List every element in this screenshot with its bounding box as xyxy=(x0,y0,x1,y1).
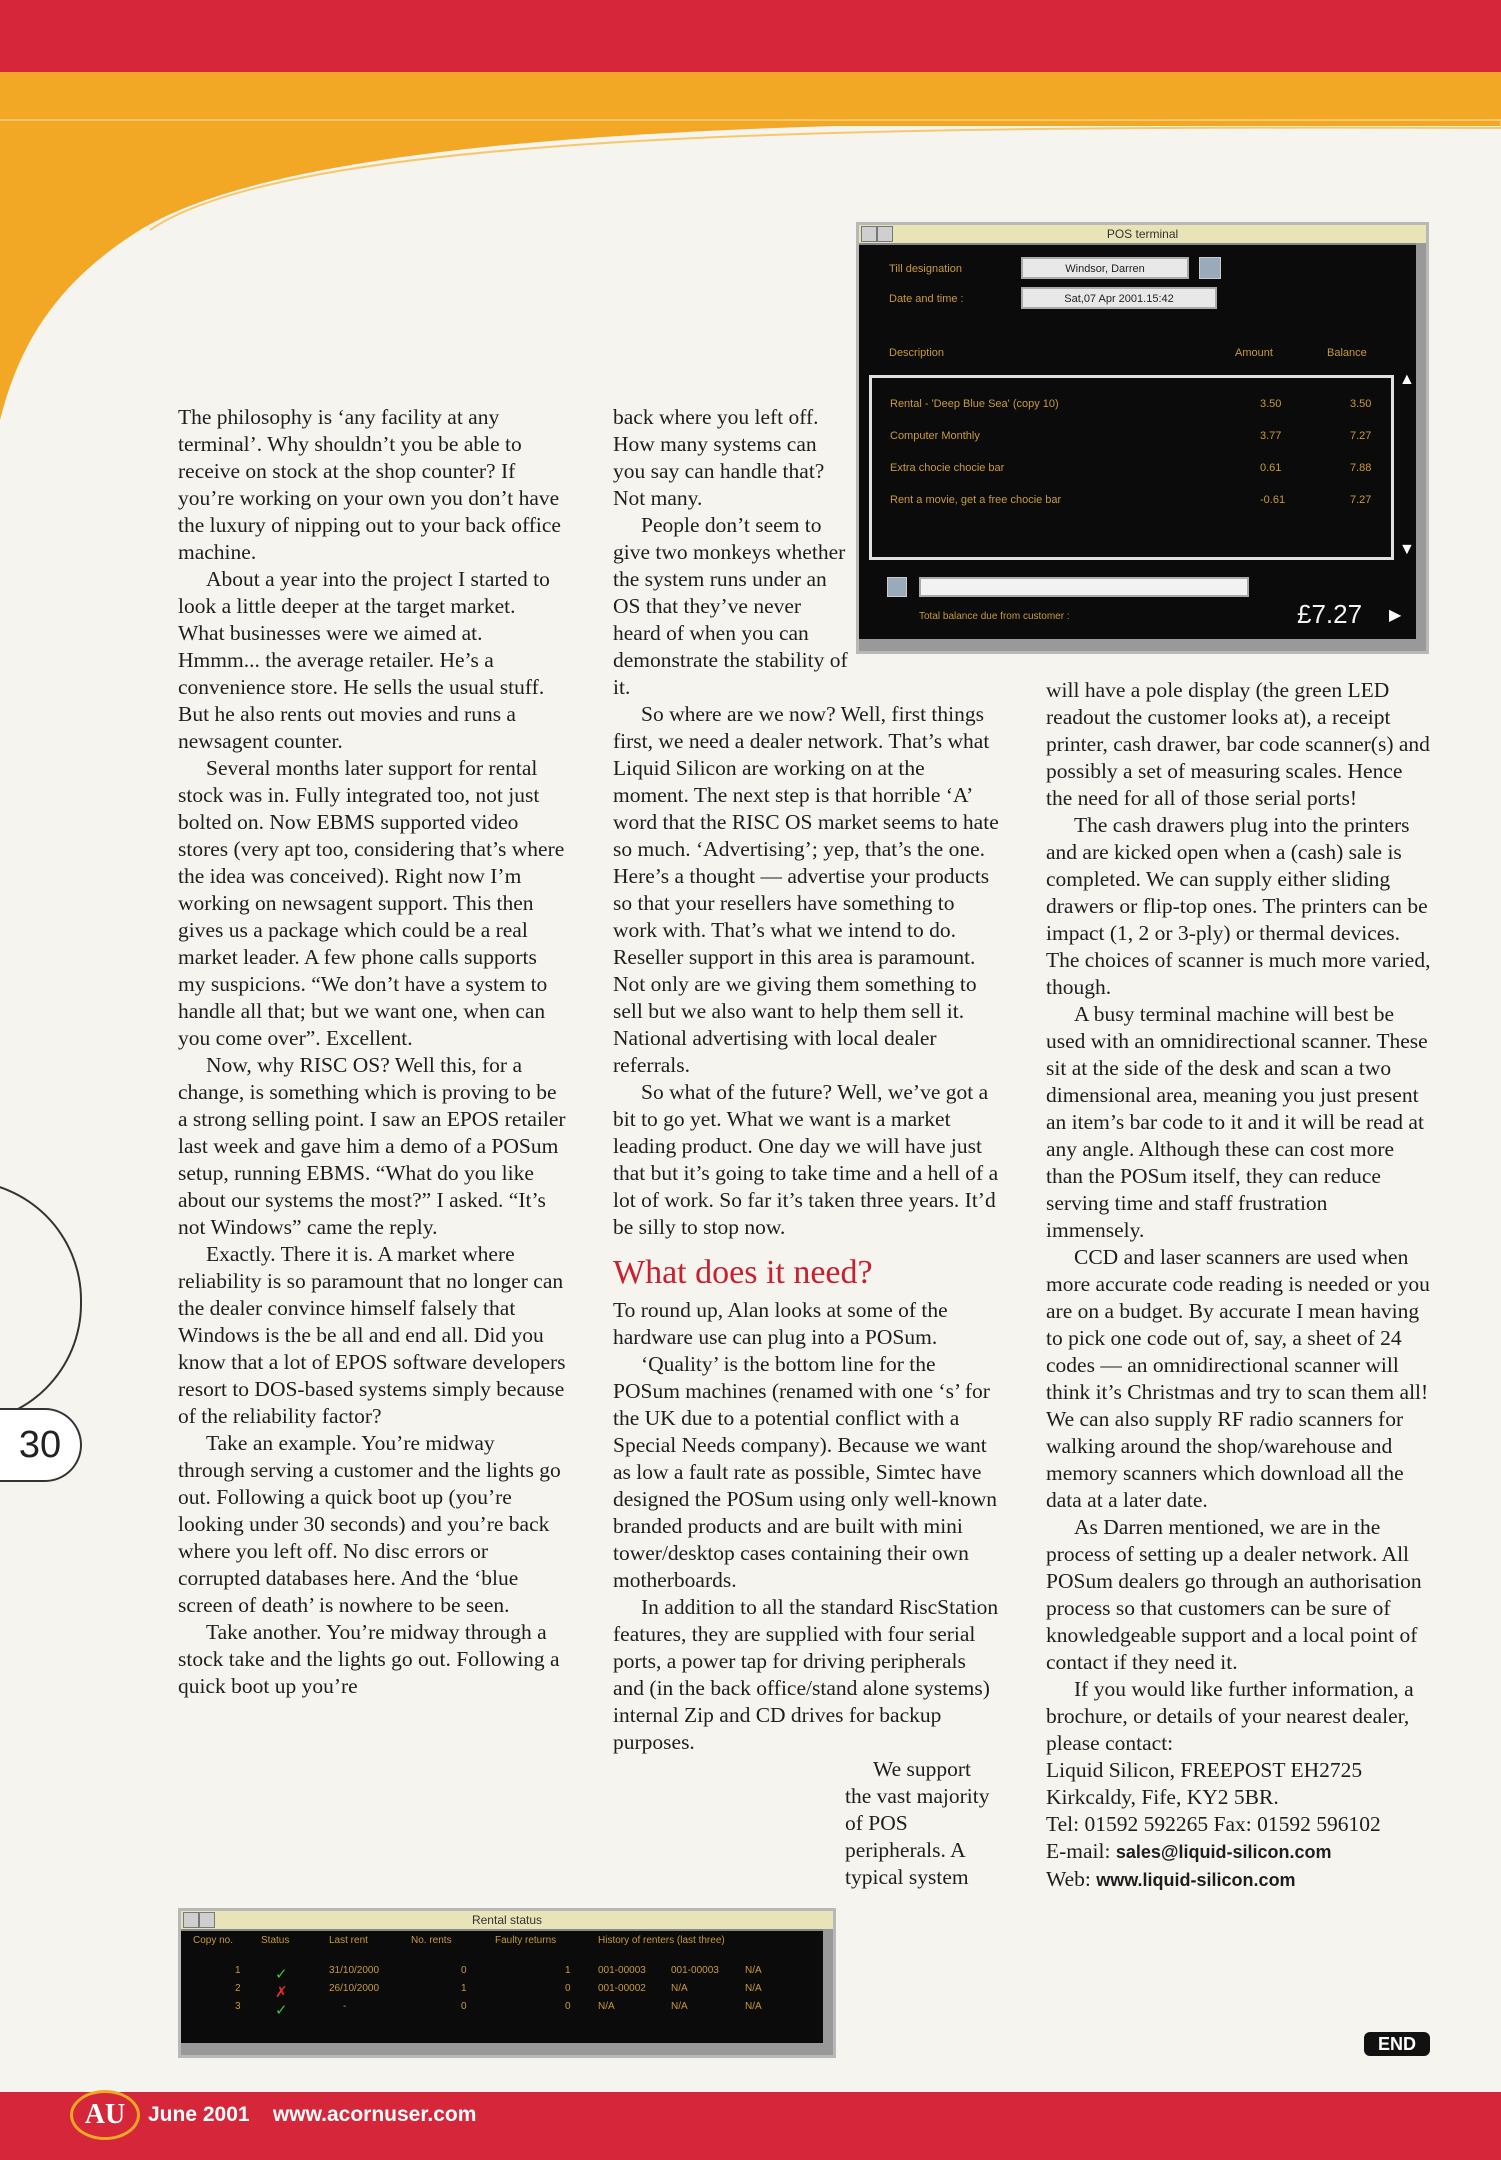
paragraph: will have a pole display (the green LED readout the customer looks at), a receipt printer, cash drawer, bar code scanner(s) and possibly a set of measuring scales. Hence the need for all of those serial ports! xyxy=(1046,678,1430,810)
date-label: Date and time : xyxy=(889,293,964,305)
paragraph: If you would like further information, a brochure, or details of your nearest dealer, please contact: xyxy=(1046,1677,1414,1755)
balance-header: Balance xyxy=(1327,347,1367,359)
acorn-user-logo: AU xyxy=(70,2090,140,2140)
page-number: 30 xyxy=(0,1408,82,1482)
contact-web-line xyxy=(1046,1866,1431,1894)
paragraph: A busy terminal machine will best be used with an omnidirectional scanner. These sit at the side of the desk and scan a two dimensional area, meaning you just present an item’s bar code to it and it will be read at any angle. Although these can cost more than the POSum itself, they can reduce serving time and staff frustration immensely. xyxy=(1046,1002,1428,1242)
paragraph: So where are we now? Well, first things first, we need a dealer network. That’s what Liquid Silicon are working on at the moment. The next step is that horrible ‘A’ word that the RISC OS market seems to hate so much. ‘Advertising’; yep, that’s the one. Here’s a thought — advertise your products so that your resellers have something to work with. That’s what we intend to do. Reseller support in this area is paramount. Not only are we giving them something to sell but we also want to help them sell it. National advertising with local dealer referrals. xyxy=(613,702,999,1077)
email-link[interactable]: sales@liquid-silicon.com xyxy=(1115,1842,1332,1862)
paragraph: CCD and laser scanners are used when more accurate code reading is needed or you are on a budget. By accurate I mean having to pick one code out of, say, a sheet of 24 codes — an omnidirectional scanner will think it’s Christmas and try to scan them all! We can also supply RF radio scanners for walking around the shop/warehouse and memory scanners which download all the data at a later date. xyxy=(1046,1245,1430,1512)
web-label: Web: xyxy=(1046,1867,1097,1891)
description-header: Description xyxy=(889,347,945,359)
transaction-list: Rental - 'Deep Blue Sea' (copy 10) 3.50 3.50 Computer Monthly 3.77 7.27 Extra chocie chocie bar 0.61 7.88 Rent a movie, get a free chocie bar -0.61 7.27 xyxy=(869,375,1394,560)
table-row: 2 ✗ 26/10/2000 1 0 001-00002 N/A N/A xyxy=(235,1983,762,2001)
footer-text xyxy=(148,2098,476,2132)
article-column-3 xyxy=(1046,677,1431,1894)
rental-window-title: Rental status xyxy=(471,1913,543,1927)
issue-date: June 2001 xyxy=(148,2103,250,2126)
contact-city: Kirkcaldy, Fife, KY2 5BR. xyxy=(1046,1785,1279,1809)
contact-phone: Tel: 01592 592265 Fax: 01592 596102 xyxy=(1046,1812,1381,1836)
contact-address: Liquid Silicon, FREEPOST EH2725 xyxy=(1046,1758,1363,1782)
footer-url[interactable]: www.acornuser.com xyxy=(272,2103,477,2126)
scroll-up-icon: ▲ xyxy=(1399,371,1415,388)
rental-title-bar xyxy=(181,1911,833,1931)
rental-status-screenshot xyxy=(178,1908,836,2058)
page-number-arc xyxy=(0,1180,82,1424)
paragraph: In addition to all the standard RiscStation features, they are supplied with four serial ports, a power tap for driving peripherals and (in the back office/stand alone systems) internal Zip and CD drives for backup purposes. xyxy=(613,1595,999,1754)
till-field: Windsor, Darren xyxy=(1021,257,1189,279)
total-value: £7.27 xyxy=(1297,599,1363,629)
section-heading: What does it need? xyxy=(613,1254,873,1291)
contact-email-line xyxy=(1046,1838,1431,1866)
paragraph: Exactly. There it is. A market where reliability is so paramount that no longer can the dealer convince himself falsely that Windows is the be all and end all. Did you know that a lot of EPOS software developers resort to DOS-based systems simply because of the reliability factor? xyxy=(178,1242,566,1428)
paragraph: To round up, Alan looks at some of the hardware use can plug into a POSum. xyxy=(613,1298,948,1349)
paragraph: The philosophy is ‘any facility at any terminal’. Why shouldn’t you be able to receive on stock at the shop counter? If you’re working on your own you don’t have the luxury of nipping out to your back office machine. xyxy=(178,405,561,564)
paragraph: We support the vast majority of POS peripherals. A typical system xyxy=(845,1757,990,1889)
paragraph: As Darren mentioned, we are in the process of setting up a dealer network. All POSum dealers go through an authorisation process so that customers can be sure of knowledgeable support and a local point of contact if they need it. xyxy=(1046,1515,1422,1674)
paragraph: back where you left off. How many systems can you say can handle that? Not many. xyxy=(613,405,825,510)
date-field: Sat,07 Apr 2001.15:42 xyxy=(1021,287,1217,309)
paragraph: So what of the future? Well, we’ve got a bit to go yet. What we want is a market leading product. One day we will have just that but it’s going to take time and a hell of a lot of work. So far it’s taken three years. It’d be silly to stop now. xyxy=(613,1080,999,1239)
article-column-2 xyxy=(613,404,1001,1891)
web-link[interactable]: www.liquid-silicon.com xyxy=(1096,1870,1296,1890)
amount-header: Amount xyxy=(1235,347,1273,359)
vertical-scrollbar xyxy=(1416,243,1426,643)
paragraph: ‘Quality’ is the bottom line for the POSum machines (renamed with one ‘s’ for the UK due to a potential conflict with a Special Needs company). Because we want as low a fault rate as possible, Simtec have designed the POSum using only well-known branded products and are built with mini tower/desktop cases containing their own motherboards. xyxy=(613,1352,997,1592)
paragraph: Now, why RISC OS? Well this, for a change, is something which is proving to be a strong selling point. I saw an EPOS retailer last week and gave him a demo of a POSum setup, running EBMS. “What do you like about our systems the most?” I asked. “It’s not Windows” came the reply. xyxy=(178,1053,566,1239)
paragraph: Take another. You’re midway through a stock take and the lights go out. Following a quick boot up you’re xyxy=(178,1620,560,1698)
total-label: Total balance due from customer : xyxy=(919,611,1070,622)
article-column-1 xyxy=(178,404,566,1700)
paragraph: Take an example. You’re midway through serving a customer and the lights go out. Following a quick boot up (you’re looking under 30 seconds) and you’re back where you left off. No disc errors or corrupted databases here. And the ‘blue screen of death’ is nowhere to be seen. xyxy=(178,1431,561,1617)
end-marker: END xyxy=(1364,2032,1430,2056)
table-row: 3 ✓ - 0 0 N/A N/A N/A xyxy=(235,2001,762,2019)
table-row: 1 ✓ 31/10/2000 0 1 001-00003 001-00003 N/A xyxy=(235,1965,762,1983)
vertical-scrollbar xyxy=(823,1929,833,2049)
horizontal-scrollbar xyxy=(181,2043,833,2055)
paragraph: People don’t seem to give two monkeys whether the system runs under an OS that they’ve never heard of when you can demonstrate the stability of it. xyxy=(613,513,848,699)
paragraph: The cash drawers plug into the printers and are kicked open when a (cash) sale is completed. We can supply either sliding drawers or flip-top ones. The printers can be impact (1, 2 or 3-ply) or thermal devices. The choices of scanner is much more varied, though. xyxy=(1046,813,1431,999)
pos-window-title: POS terminal xyxy=(1106,227,1179,241)
paragraph: Several months later support for rental stock was in. Fully integrated too, not just bolted on. Now EBMS supported video stores (very apt too, considering that’s where the idea was conceived). Right now I’m working on newsagent support. This then gives us a package which could be a real market leader. A few phone calls supports my suspicions. “We don’t have a system to handle all that; but we want one, when can you come over”. Excellent. xyxy=(178,756,565,1050)
email-label: E-mail: xyxy=(1046,1839,1116,1863)
proceed-arrow-icon: ▶ xyxy=(1389,607,1402,624)
rental-headers: Copy no. Status Last rent No. rents Faulty returns History of renters (last three) xyxy=(193,1935,725,1946)
paragraph: About a year into the project I started to look a little deeper at the target market. What businesses were we aimed at. Hmmm... the average retailer. He’s a convenience store. He sells the usual stuff. But he also rents out movies and runs a newsagent counter. xyxy=(178,567,550,753)
pos-title-bar xyxy=(859,225,1426,245)
till-label: Till designation xyxy=(889,263,962,275)
scroll-down-icon: ▼ xyxy=(1399,541,1415,558)
menu-icon xyxy=(1199,257,1221,279)
